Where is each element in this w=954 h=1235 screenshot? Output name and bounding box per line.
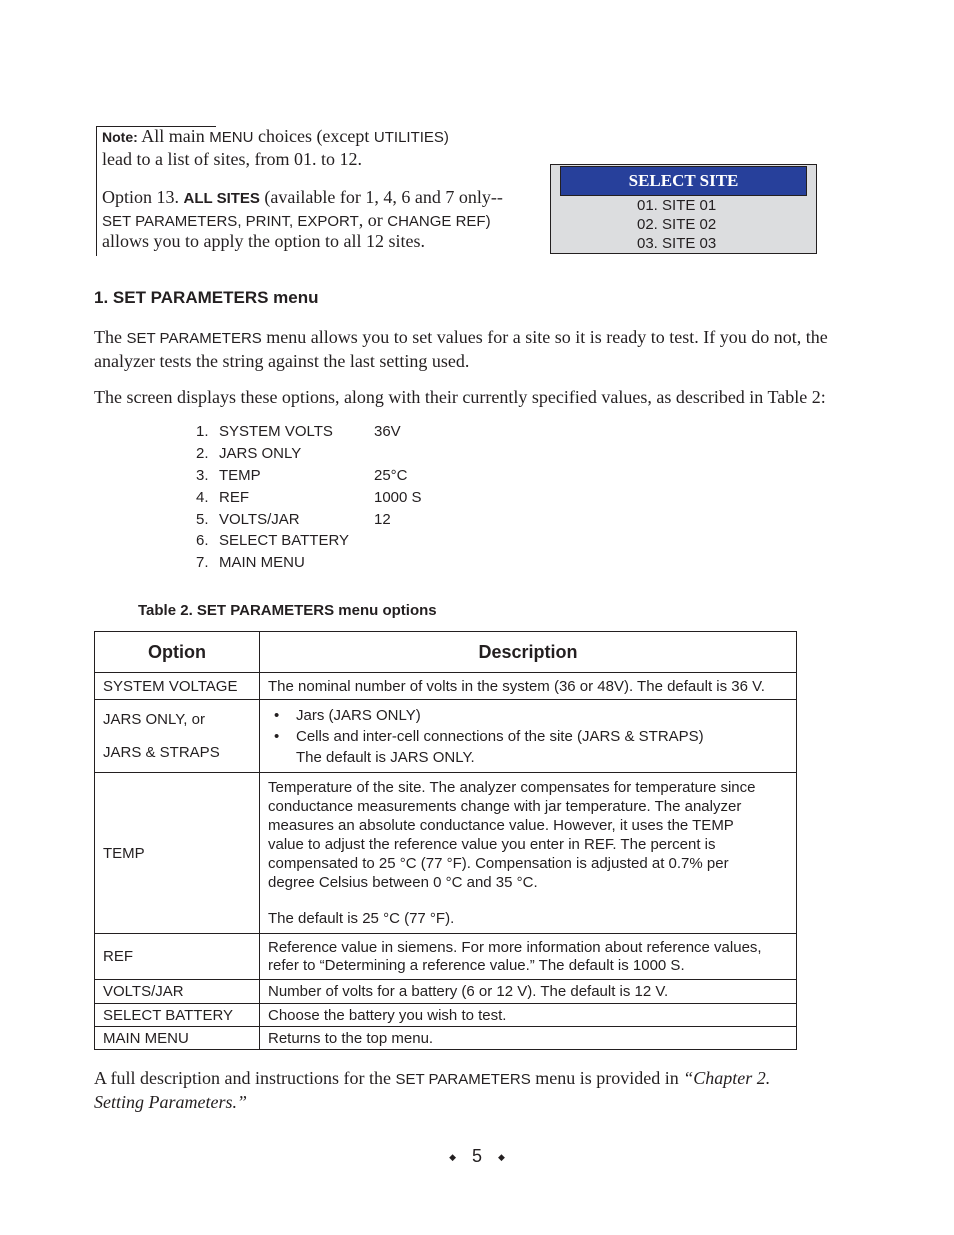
default-text: The default is 25 °C (77 °F).	[268, 910, 455, 927]
description-cell: Returns to the top menu.	[260, 1027, 797, 1050]
option-number: 2.	[196, 445, 209, 462]
screen-row: 02. SITE 02	[637, 216, 717, 233]
option-value: 25°C	[374, 467, 408, 484]
diamond-icon: ◆	[449, 1151, 456, 1162]
option-cell: VOLTS/JAR	[95, 980, 260, 1004]
option-cell	[95, 700, 260, 773]
description-line: value to adjust the reference value you enter in REF. The percent is	[268, 836, 716, 853]
chapter-reference: “Chapter 2.	[683, 1068, 771, 1088]
option-number: 7.	[196, 554, 209, 571]
chapter-reference: Setting Parameters.”	[94, 1092, 247, 1112]
select-site-screen	[550, 164, 817, 254]
description-line: refer to “Determining a reference value.” The default is 1000 S.	[268, 956, 685, 974]
separator: , or	[358, 210, 388, 230]
option-cell: REF	[95, 934, 260, 980]
option-value: 1000 S	[374, 489, 422, 506]
description-line: Reference value in siemens. For more information about reference values,	[268, 938, 762, 956]
option-cell: SELECT BATTERY	[95, 1004, 260, 1027]
diamond-icon: ◆	[498, 1151, 505, 1162]
option-value: 36V	[374, 423, 401, 440]
section-heading: 1. SET PARAMETERS menu	[94, 288, 319, 307]
option-text: JARS & STRAPS	[103, 744, 220, 761]
table-row	[95, 700, 797, 773]
table-row	[95, 673, 797, 700]
note-text: Option 13.	[102, 187, 180, 207]
column-header-description: Description	[260, 632, 797, 673]
option-number: 5.	[196, 511, 209, 528]
option-number: 6.	[196, 532, 209, 549]
separator: )	[485, 213, 491, 230]
table-row	[95, 980, 797, 1004]
option-label: SELECT BATTERY	[219, 532, 350, 549]
option-label: VOLTS/JAR	[219, 511, 300, 528]
all-sites-term: ALL SITES	[183, 190, 260, 207]
option-number: 4.	[196, 489, 209, 506]
export-term: EXPORT	[297, 213, 359, 230]
para-text: menu allows you to set values for a site so it is ready to test. If you do not, the	[266, 327, 828, 347]
para-text: A full description and instructions for the	[94, 1068, 391, 1088]
table-caption: Table 2. SET PARAMETERS menu options	[138, 602, 437, 619]
option-number: 1.	[196, 423, 209, 440]
page-number: 5	[471, 1146, 482, 1166]
note-line-2: lead to a list of sites, from 01. to 12.	[102, 149, 362, 169]
note-text: All main	[141, 126, 205, 146]
note-text: (available for 1, 4, 6 and 7 only--	[264, 187, 503, 207]
description-cell: Choose the battery you wish to test.	[260, 1004, 797, 1027]
table-row	[95, 934, 797, 980]
option-cell: SYSTEM VOLTAGE	[95, 673, 260, 700]
table-row	[95, 773, 797, 934]
para-text: analyzer tests the string against the last setting used.	[94, 351, 470, 371]
menu-term: MENU	[209, 129, 254, 146]
option-cell: MAIN MENU	[95, 1027, 260, 1050]
bullet-item: • Jars (JARS ONLY)	[268, 707, 788, 724]
note-box	[96, 126, 527, 256]
separator: ,	[237, 213, 246, 230]
note-label: Note:	[102, 129, 138, 145]
screen-row: 01. SITE 01	[637, 197, 717, 214]
change-ref-term: CHANGE REF	[387, 213, 486, 230]
description-line: Temperature of the site. The analyzer compensates for temperature since	[268, 779, 756, 796]
option-number: 3.	[196, 467, 209, 484]
description-cell	[260, 773, 797, 934]
table-header-row	[95, 632, 797, 673]
option-label: SYSTEM VOLTS	[219, 423, 333, 440]
screen-row: 03. SITE 03	[637, 235, 717, 252]
option-text: JARS ONLY, or	[103, 711, 205, 728]
table-row	[95, 1004, 797, 1027]
closing-paragraph	[94, 1067, 864, 1113]
description-line: measures an absolute conductance value. However, it uses the TEMP	[268, 817, 734, 834]
default-text: The default is JARS ONLY.	[296, 748, 475, 766]
description-cell	[260, 934, 797, 980]
option-value: 12	[374, 511, 391, 528]
option-label: TEMP	[219, 467, 261, 484]
screen-title: SELECT SITE	[560, 166, 807, 196]
column-header-option: Option	[95, 632, 260, 673]
description-cell: Number of volts for a battery (6 or 12 V). The default is 12 V.	[260, 980, 797, 1004]
set-parameters-term: SET PARAMETERS	[102, 213, 238, 230]
option-label: JARS ONLY	[219, 445, 302, 462]
bullet-item: • Cells and inter-cell connections of the site (JARS & STRAPS)	[268, 728, 788, 745]
note-line-4	[102, 210, 491, 231]
note-line-1	[102, 126, 449, 147]
page-footer	[0, 1146, 954, 1167]
set-parameters-term: SET PARAMETERS	[395, 1071, 531, 1088]
description-line: compensated to 25 °C (77 °F). Compensation is adjusted at 0.7% per	[268, 855, 729, 872]
set-parameters-term: SET PARAMETERS	[126, 330, 262, 347]
intro-paragraph	[94, 326, 864, 372]
description-line: degree Celsius between 0 °C and 35 °C.	[268, 874, 538, 891]
option-label: REF	[219, 489, 249, 506]
description-cell: The nominal number of volts in the system (36 or 48V). The default is 36 V.	[260, 673, 797, 700]
table-row	[95, 1027, 797, 1050]
option-label: MAIN MENU	[219, 554, 305, 571]
para-text: menu is provided in	[535, 1068, 679, 1088]
parameters-table	[94, 631, 797, 1050]
separator: ,	[289, 213, 298, 230]
options-intro-paragraph: The screen displays these options, along with their currently specified values, as described in Table 2:	[94, 387, 826, 407]
print-term: PRINT	[245, 213, 289, 230]
description-cell	[260, 700, 797, 773]
description-line: conductance measurements change with jar temperature. The analyzer	[268, 798, 742, 815]
utilities-term: UTILITIES)	[373, 129, 449, 146]
note-line-3	[102, 187, 503, 208]
note-text: choices (except	[257, 126, 370, 146]
note-line-5: allows you to apply the option to all 12 sites.	[102, 231, 425, 251]
para-text: The	[94, 327, 122, 347]
option-cell: TEMP	[95, 773, 260, 934]
